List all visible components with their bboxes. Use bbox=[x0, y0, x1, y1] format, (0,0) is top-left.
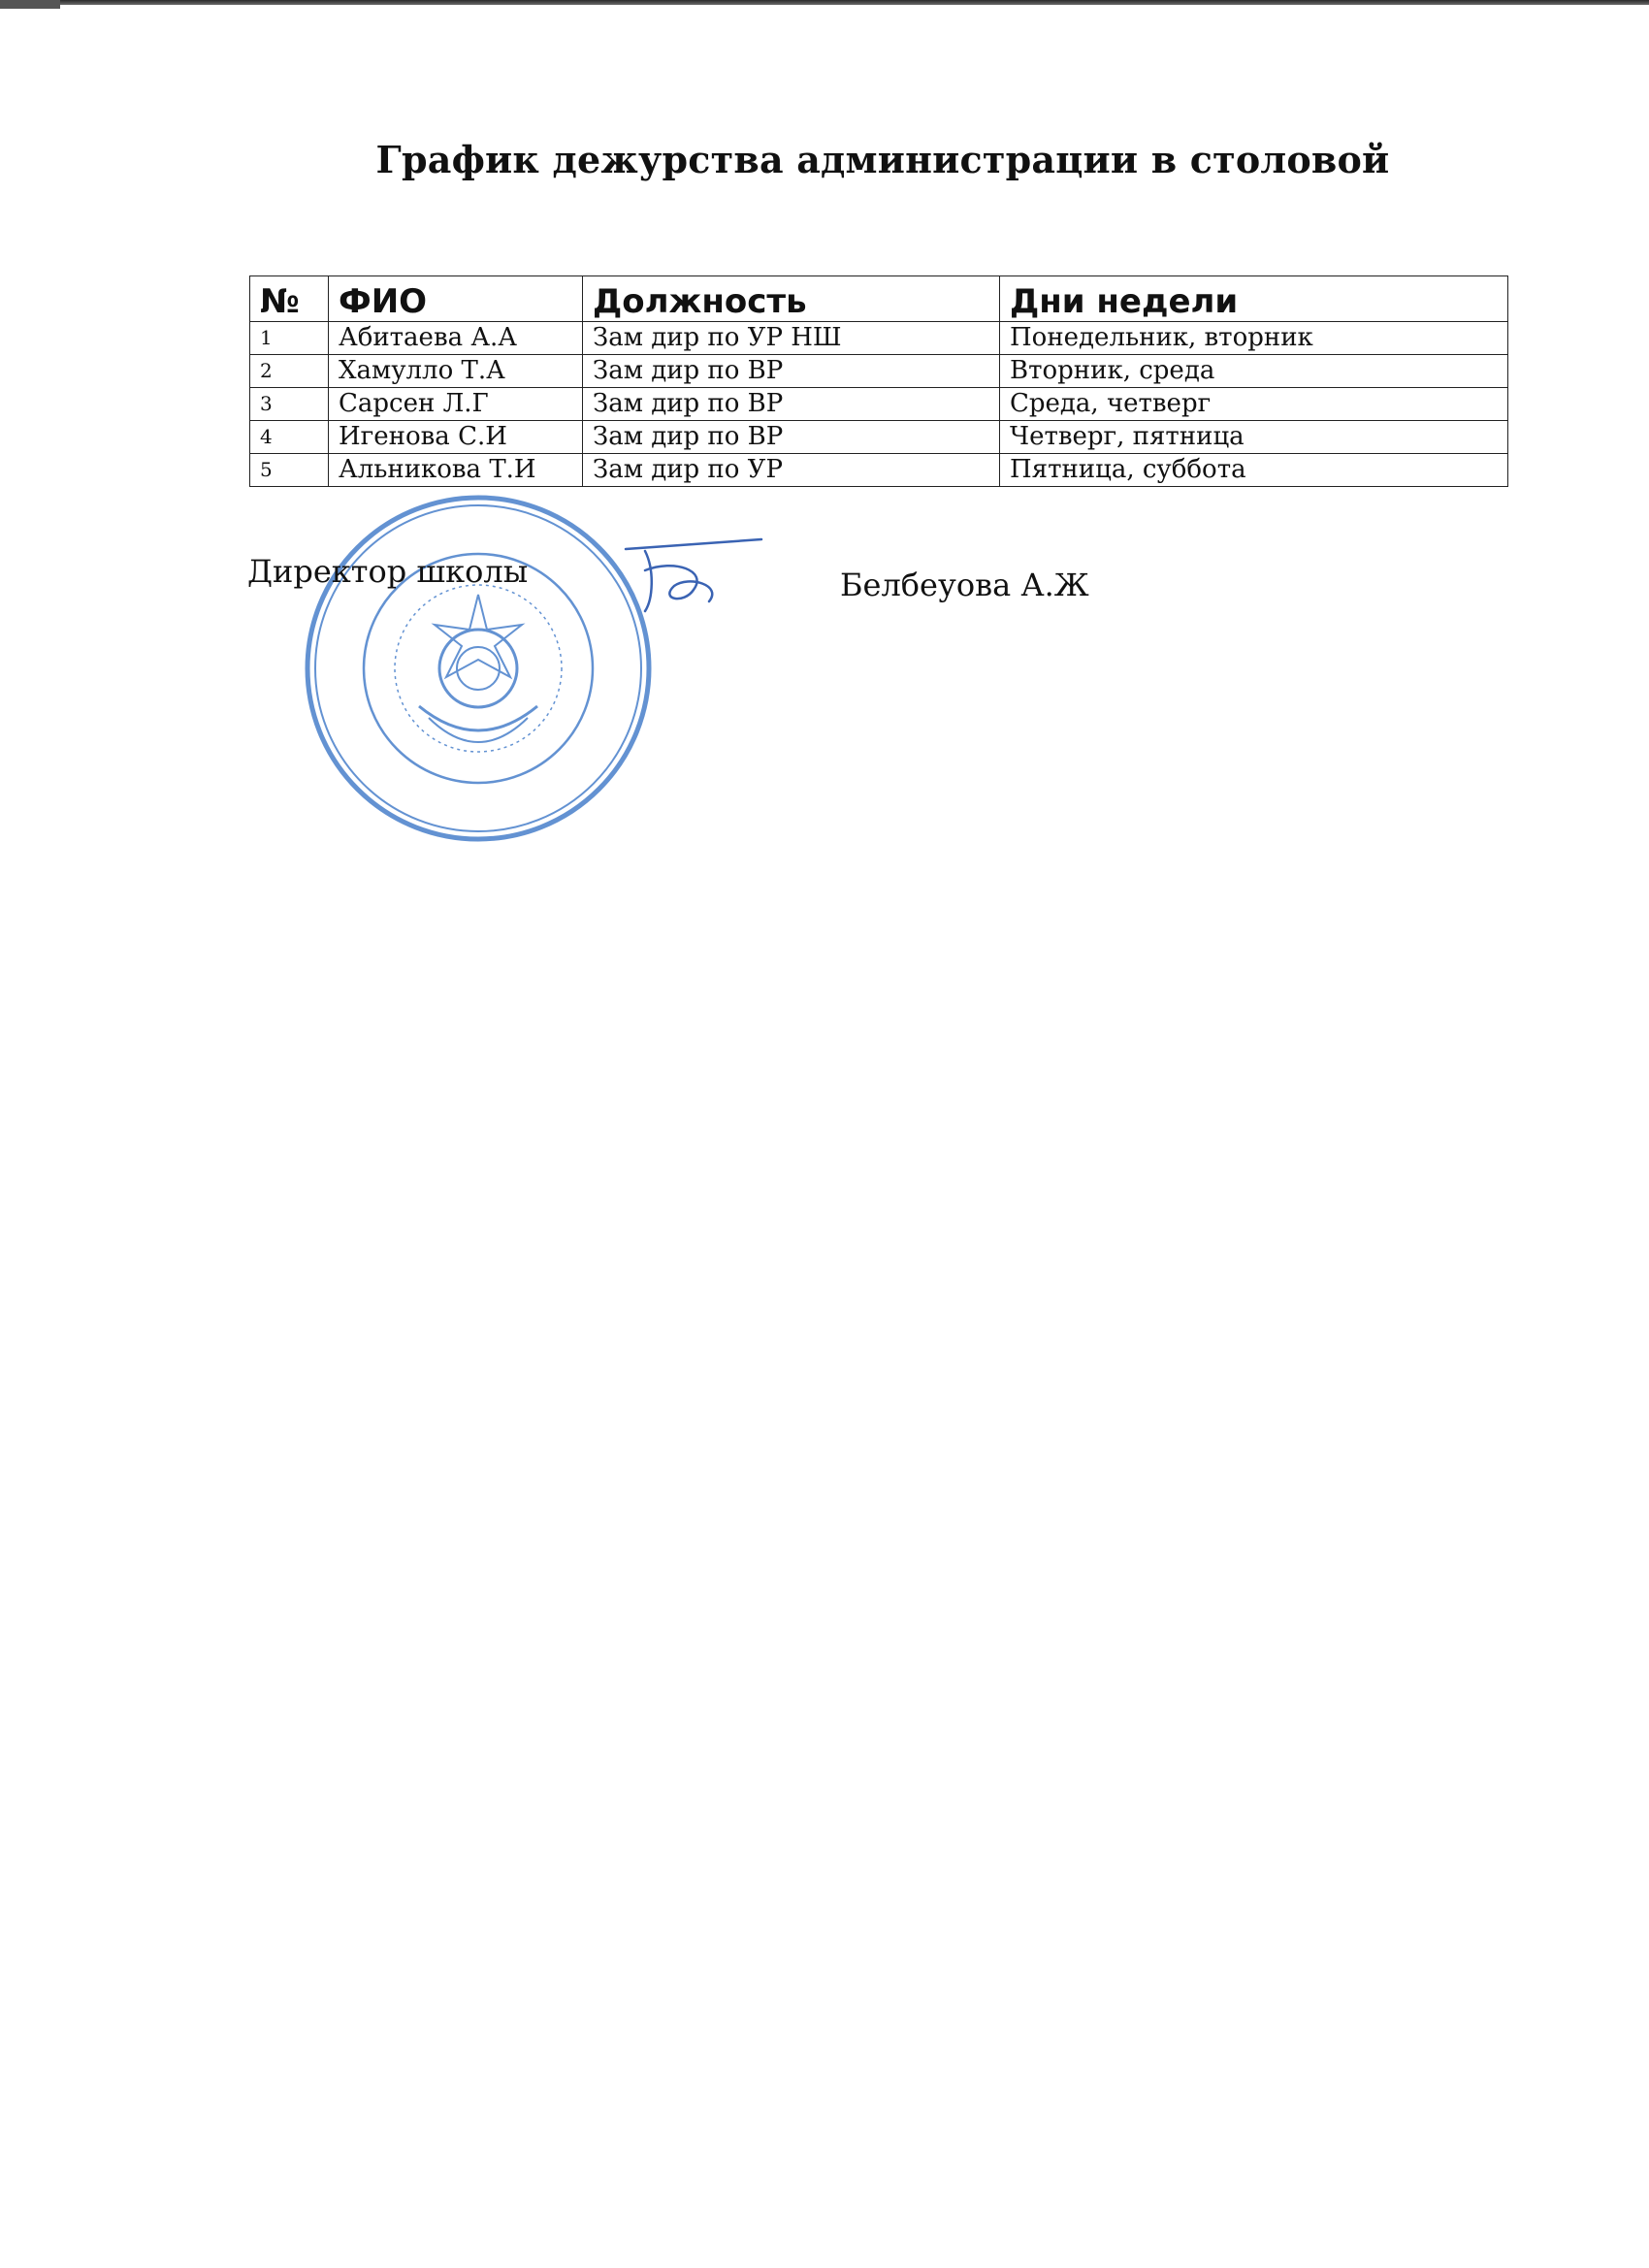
table-row bbox=[250, 388, 1508, 421]
stamp-graphic bbox=[307, 498, 649, 839]
cell-days: Вторник, среда bbox=[1000, 355, 1508, 388]
cell-position: Зам дир по УР НШ bbox=[583, 322, 1000, 355]
signature-block bbox=[0, 553, 1649, 611]
table-row bbox=[250, 355, 1508, 388]
director-name: Белбеуова А.Ж bbox=[840, 567, 1089, 603]
cell-name: Сарсен Л.Г bbox=[329, 388, 583, 421]
scan-edge bbox=[0, 0, 60, 9]
header-position: Должность bbox=[583, 276, 1000, 322]
header-days: Дни недели bbox=[1000, 276, 1508, 322]
header-name: ФИО bbox=[329, 276, 583, 322]
cell-position: Зам дир по ВР bbox=[583, 421, 1000, 454]
cell-number: 2 bbox=[250, 355, 329, 388]
cell-name: Абитаева А.А bbox=[329, 322, 583, 355]
cell-name: Хамулло Т.А bbox=[329, 355, 583, 388]
cell-days: Среда, четверг bbox=[1000, 388, 1508, 421]
cell-position: Зам дир по ВР bbox=[583, 388, 1000, 421]
cell-number: 5 bbox=[250, 454, 329, 487]
table-row bbox=[250, 322, 1508, 355]
director-label: Директор школы bbox=[247, 553, 529, 590]
official-stamp bbox=[303, 493, 654, 844]
table-row bbox=[250, 421, 1508, 454]
cell-days: Четверг, пятница bbox=[1000, 421, 1508, 454]
cell-number: 4 bbox=[250, 421, 329, 454]
cell-number: 3 bbox=[250, 388, 329, 421]
cell-days: Пятница, суббота bbox=[1000, 454, 1508, 487]
document-title: График дежурства администрации в столовой bbox=[375, 138, 1390, 181]
cell-position: Зам дир по ВР bbox=[583, 355, 1000, 388]
scan-edge bbox=[58, 0, 1649, 5]
cell-name: Игенова С.И bbox=[329, 421, 583, 454]
cell-name: Альникова Т.И bbox=[329, 454, 583, 487]
table-row bbox=[250, 454, 1508, 487]
table-header-row bbox=[250, 276, 1508, 322]
header-number: № bbox=[250, 276, 329, 322]
cell-position: Зам дир по УР bbox=[583, 454, 1000, 487]
cell-days: Понедельник, вторник bbox=[1000, 322, 1508, 355]
cell-number: 1 bbox=[250, 322, 329, 355]
duty-schedule-table bbox=[249, 275, 1508, 487]
